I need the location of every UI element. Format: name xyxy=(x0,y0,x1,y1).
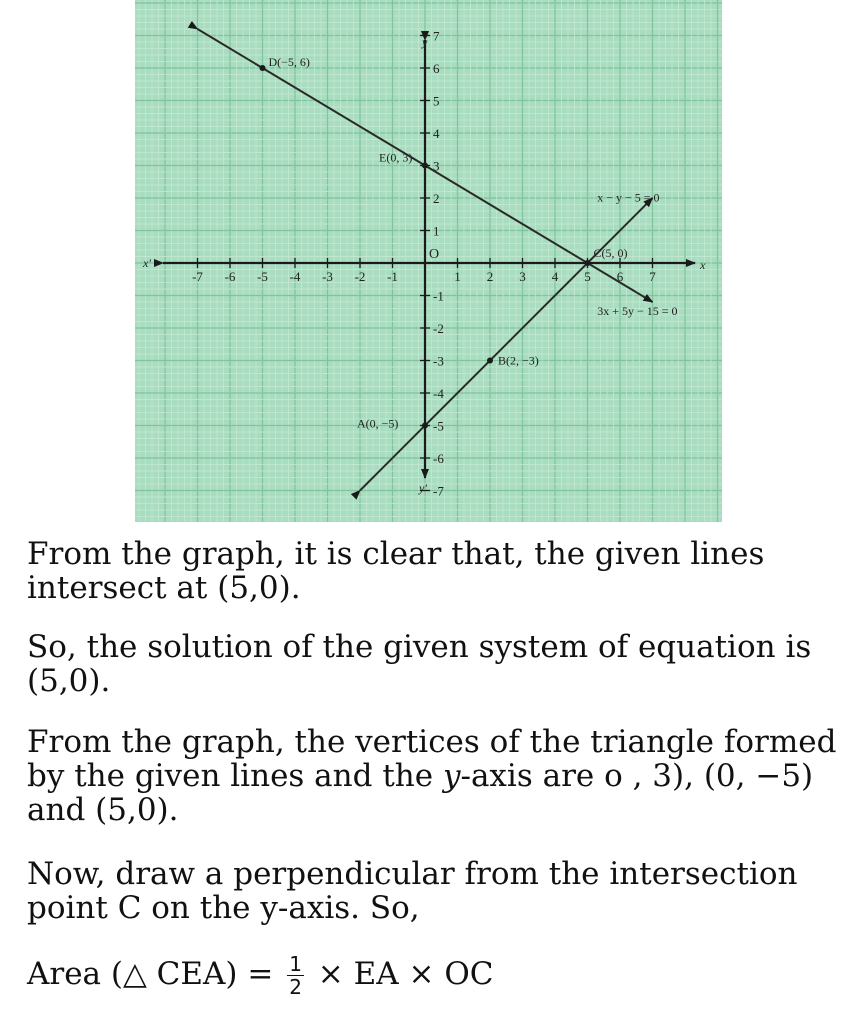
x-tick-label: 7 xyxy=(649,269,656,284)
point-label: C(5, 0) xyxy=(593,246,628,260)
paragraph-vertices xyxy=(27,725,837,827)
point-marker xyxy=(422,163,428,169)
x-tick-label: -5 xyxy=(257,269,268,284)
series-label: 3x + 5y − 15 = 0 xyxy=(597,304,678,318)
x-axis-neg-label: x' xyxy=(143,256,151,270)
paragraph-intersection xyxy=(27,537,837,605)
x-tick-label: -6 xyxy=(224,269,236,284)
fraction-numerator: 1 xyxy=(289,952,302,976)
y-tick-label: -5 xyxy=(433,418,444,434)
y-tick-label: -6 xyxy=(433,451,444,466)
series-label: x − y − 5 = 0 xyxy=(597,190,660,205)
y-tick-label: 5 xyxy=(433,93,440,109)
y-tick-label: -7 xyxy=(433,483,444,499)
point-label: B(2, −3) xyxy=(498,353,539,368)
formula-rhs: × EA × OC xyxy=(307,956,494,992)
graph-paper xyxy=(135,0,722,522)
x-tick-label: -7 xyxy=(192,269,203,284)
fraction xyxy=(287,953,304,998)
text-run: From the graph, the vertices of the triangle formed by the given lines and the xyxy=(27,724,837,794)
x-tick-label: 1 xyxy=(454,269,461,284)
x-tick-label: 4 xyxy=(551,269,559,284)
y-tick-label: 4 xyxy=(433,126,440,141)
x-tick-label: -1 xyxy=(387,269,398,284)
paragraph-text xyxy=(27,725,837,827)
x-tick-label: 5 xyxy=(584,269,591,284)
x-tick-label: 2 xyxy=(486,269,494,284)
point-marker xyxy=(585,260,591,266)
series-line xyxy=(360,198,653,491)
text-run: -axis are o , 3), (0, −5) and (5,0). xyxy=(27,758,814,828)
x-tick-label: -2 xyxy=(354,269,366,284)
x-tick-label: 3 xyxy=(519,269,526,284)
formula-lhs: Area (△ CEA) = xyxy=(27,956,284,992)
math-variable: y xyxy=(442,758,461,794)
y-tick-label: 6 xyxy=(433,61,440,76)
paragraph-text: Now, draw a perpendicular from the intersection point C on the y-axis. So, xyxy=(27,856,798,926)
point-label: A(0, −5) xyxy=(357,416,399,431)
y-tick-label: 2 xyxy=(433,191,440,206)
y-tick-label: -4 xyxy=(433,386,444,401)
paragraph-perpendicular xyxy=(27,857,837,925)
paragraph-text: From the graph, it is clear that, the given lines intersect at (5,0). xyxy=(27,536,765,606)
y-axis-label: y xyxy=(422,35,428,49)
x-tick-label: -3 xyxy=(322,269,333,284)
point-label: E(0, 3) xyxy=(379,150,413,165)
paragraph-text: So, the solution of the given system of equation is (5,0). xyxy=(27,629,812,699)
origin-label: O xyxy=(429,247,440,262)
point-marker xyxy=(422,423,428,429)
y-axis-neg-label: y' xyxy=(419,481,427,495)
point-marker xyxy=(260,65,266,71)
formula-text xyxy=(27,953,837,998)
y-tick-label: -2 xyxy=(433,321,444,336)
coordinate-graph xyxy=(135,0,722,522)
y-tick-label: -3 xyxy=(433,353,444,369)
point-marker xyxy=(487,358,493,364)
x-tick-label: -4 xyxy=(289,269,301,284)
area-formula xyxy=(27,953,837,998)
y-tick-label: 1 xyxy=(433,223,440,239)
x-axis-label: x xyxy=(700,258,706,272)
y-tick-label: 7 xyxy=(433,28,440,44)
fraction-denominator: 2 xyxy=(289,975,302,999)
point-label: D(−5, 6) xyxy=(268,55,310,69)
x-tick-label: 6 xyxy=(616,269,624,284)
y-tick-label: -1 xyxy=(433,288,444,304)
paragraph-solution xyxy=(27,630,837,698)
y-tick-label: 3 xyxy=(433,158,440,174)
